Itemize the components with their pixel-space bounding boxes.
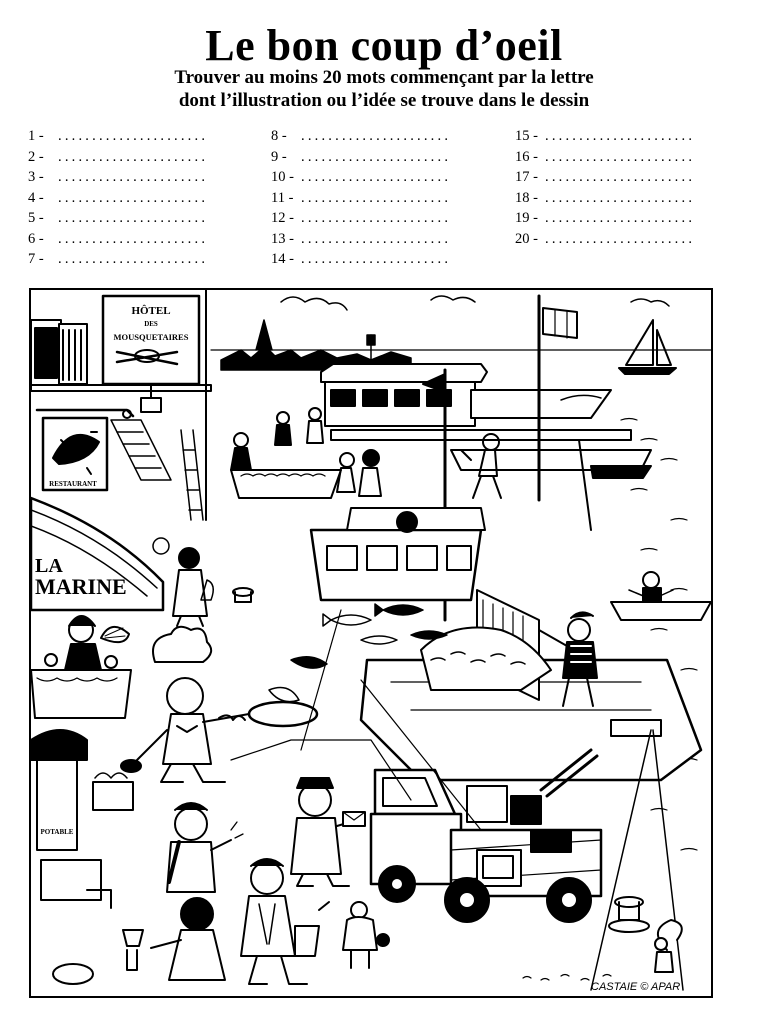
answer-number: 20 - — [515, 230, 538, 247]
answer-line[interactable] — [271, 208, 451, 229]
answer-dots: ...................... — [301, 169, 452, 185]
girl-at-fountain — [53, 898, 225, 984]
answer-line[interactable] — [515, 208, 695, 229]
drinking-fountain — [31, 730, 133, 908]
answer-dots: ...................... — [58, 210, 209, 226]
artist-signature: CASTAIE © APAR — [591, 981, 681, 993]
answer-dots: ...................... — [301, 230, 452, 247]
answer-dots: ...................... — [545, 169, 696, 185]
answer-line[interactable] — [515, 147, 695, 168]
answer-number: 11 - — [271, 189, 294, 206]
answer-dots: ...................... — [545, 210, 696, 226]
answer-number: 13 - — [271, 230, 294, 247]
sailboat — [619, 320, 676, 374]
answer-line[interactable] — [28, 229, 208, 250]
harbor-illustration — [29, 288, 713, 998]
hotel-sign-line-3: MOUSQUETAIRES — [113, 332, 189, 342]
answer-number: 19 - — [515, 210, 538, 226]
answer-dots: ...................... — [58, 230, 209, 247]
answer-number: 14 - — [271, 251, 294, 267]
instruction-line-1: Trouver au moins 20 mots commençant par la lettre — [174, 67, 594, 88]
answer-line[interactable] — [271, 167, 451, 188]
answer-number: 9 - — [271, 148, 287, 165]
answer-number: 17 - — [515, 169, 538, 185]
answer-line[interactable] — [515, 167, 695, 188]
answer-dots: ...................... — [545, 189, 696, 206]
staircase — [111, 420, 203, 520]
answer-line[interactable] — [515, 126, 695, 147]
answer-line[interactable] — [28, 188, 208, 209]
answer-number: 6 - — [28, 230, 44, 247]
answer-number: 5 - — [28, 210, 44, 226]
boat-name-line-1: LA — [35, 555, 63, 577]
boat-name-line-2: MARINE — [35, 574, 127, 599]
answer-number: 2 - — [28, 148, 44, 165]
answer-line[interactable] — [28, 126, 208, 147]
dog — [343, 902, 389, 968]
man-with-scarf — [167, 803, 243, 892]
hotel-sign-line-1: HÔTEL — [131, 305, 171, 317]
restaurant-sign-text: RESTAURANT — [49, 480, 97, 488]
answer-grid — [28, 126, 748, 266]
restaurant-sign — [37, 410, 133, 490]
answer-line[interactable] — [28, 208, 208, 229]
answer-dots: ...................... — [58, 128, 209, 144]
hotel-sign-line-2: DES — [144, 320, 158, 328]
answer-line[interactable] — [271, 126, 451, 147]
answer-number: 15 - — [515, 128, 538, 144]
answer-number: 4 - — [28, 189, 44, 206]
answer-dots: ...................... — [545, 230, 696, 247]
chef — [121, 627, 317, 782]
man-with-vest — [241, 859, 329, 984]
answer-dots: ...................... — [58, 251, 209, 267]
answer-dots: ...................... — [301, 189, 452, 206]
clouds — [281, 296, 669, 310]
fountain-label: POTABLE — [40, 828, 74, 836]
boat-la-marine — [31, 498, 163, 610]
answer-dots: ...................... — [301, 210, 452, 226]
answer-dots: ...................... — [301, 148, 452, 165]
answer-number: 7 - — [28, 251, 44, 267]
answer-line[interactable] — [515, 229, 695, 250]
answer-number: 8 - — [271, 128, 287, 144]
postman — [291, 778, 365, 886]
answer-number: 1 - — [28, 128, 44, 144]
answer-dots: ...................... — [58, 189, 209, 206]
answer-dots: ...................... — [545, 148, 696, 165]
answer-dots: ...................... — [545, 128, 696, 144]
answer-line[interactable] — [271, 188, 451, 209]
answer-dots: ...................... — [301, 251, 452, 267]
answer-number: 16 - — [515, 148, 538, 165]
answer-number: 18 - — [515, 189, 538, 206]
answer-number: 12 - — [271, 210, 294, 226]
answer-line[interactable] — [271, 249, 451, 270]
answer-line[interactable] — [28, 249, 208, 270]
lady-at-table — [31, 616, 131, 718]
answer-dots: ...................... — [58, 169, 209, 185]
harbor-scene — [31, 290, 711, 996]
answer-line[interactable] — [28, 147, 208, 168]
rowboat — [611, 572, 711, 620]
distant-village — [221, 320, 411, 370]
instruction-line-2: dont l’illustration ou l’idée se trouve dans le dessin — [178, 90, 590, 111]
hotel-sign — [103, 296, 199, 412]
answer-column-1 — [28, 126, 208, 270]
answer-line[interactable] — [28, 167, 208, 188]
answer-line[interactable] — [271, 147, 451, 168]
answer-number: 10 - — [271, 169, 294, 185]
answer-line[interactable] — [271, 229, 451, 250]
answer-column-3 — [515, 126, 695, 249]
answer-number: 3 - — [28, 169, 44, 185]
answer-dots: ...................... — [58, 148, 209, 165]
answer-column-2 — [271, 126, 451, 270]
answer-dots: ...................... — [301, 128, 452, 144]
answer-line[interactable] — [515, 188, 695, 209]
page-title: Le bon coup d’oeil — [205, 21, 563, 70]
